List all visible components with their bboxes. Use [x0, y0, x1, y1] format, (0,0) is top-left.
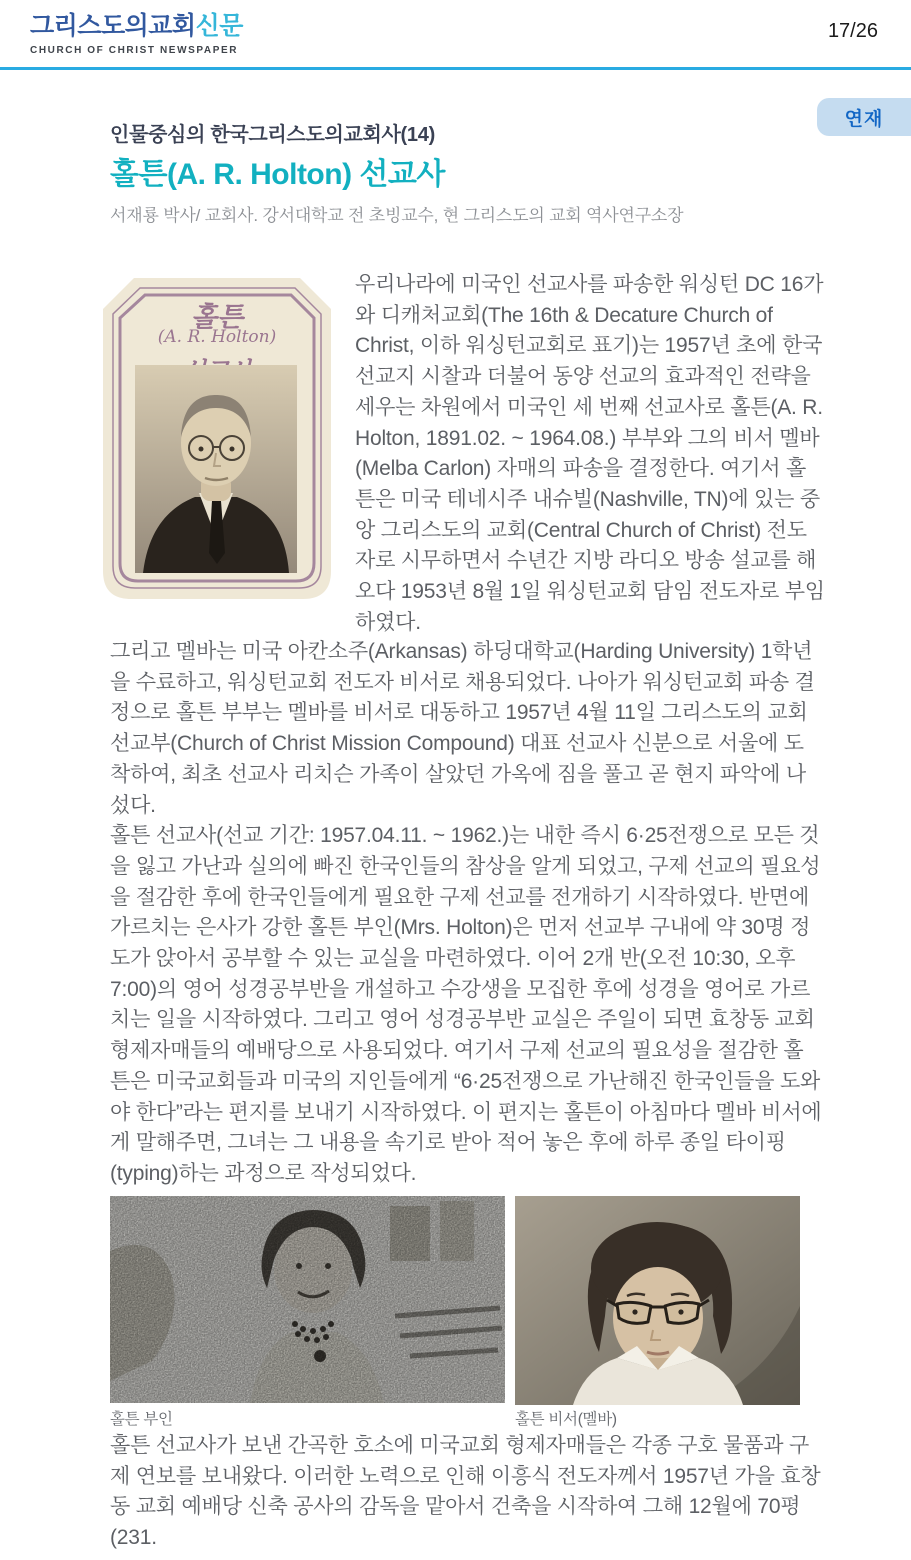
newspaper-logo	[30, 13, 243, 56]
paragraph-melba: 그리고 멜바는 미국 아칸소주(Arkansas) 하딩대학교(Harding University) 1학년을 수료하고, 워싱턴교회 전도자 비서로 채용되었다. 나아가 워싱턴교회 파송 결정으로 홀튼 부부는 멜바를 비서로 대동하고 1957년 4월 11일 그리스도의 교회 선교부(Church of Christ Mission Compound) 대표 선교사 신분으로 서울에 도착하여, 최초 선교사 리치슨 가족이 살았던 가옥에 짐을 풀고 곧 현지 파악에 나섰다.	[110, 640, 815, 817]
holton-portrait-photo	[135, 365, 297, 573]
caption-mrs-holton: 홀튼 부인	[110, 1411, 173, 1428]
article-title: 홀튼(A. R. Holton) 선교사	[110, 158, 445, 191]
logo-subtitle: CHURCH OF CHRIST NEWSPAPER	[30, 44, 239, 56]
caption-melba: 홀튼 비서(멜바)	[515, 1411, 617, 1428]
paragraph-intro: 우리나라에 미국인 선교사를 파송한 워싱턴 DC 16가와 디캐처교회(The 16th & Decature Church of Christ, 이하 워싱턴교회로 표기)는 1957년 초에 한국선교지 시찰과 더불어 동양 선교의 효과적인 전략을 세우는 차원에서 미국인 세 번째 선교사로 홀튼(A. R. Holton, 1891.02. ~ 1964.08.) 부부와 그의 비서 멜바(Melba Carlon) 자매의 파송을 결정한다. 여기서 홀튼은 미국 테네시주 내슈빌(Nashville, TN)에 있는 중앙 그리스도의 교회(Central Church of Christ) 전도자로 시무하면서 수년간 지방 라디오 방송 설교를 해오다 1953년 8월 1일 워싱턴교회 담임 전도자로 부임하였다.	[355, 273, 825, 634]
paragraph-closing: 홀튼 선교사가 보낸 간곡한 호소에 미국교회 형제자매들은 각종 구호 물품과 구제 연보를 보내왔다. 이러한 노력으로 인해 이흥식 전도자께서 1957년 가을 효창동 교회 예배당 신축 공사의 감독을 맡아서 건축을 시작하여 그해 12월에 70평(231.	[110, 1434, 821, 1550]
header-divider	[0, 67, 911, 70]
melba-photo	[515, 1196, 800, 1405]
logo-wordmark	[30, 13, 243, 41]
mrs-holton-photo	[110, 1196, 505, 1403]
logo-text-accent: 신문	[195, 12, 243, 40]
page-number-indicator: 17/26	[827, 20, 878, 42]
article-byline: 서재룡 박사/ 교회사. 강서대학교 전 초빙교수, 현 그리스도의 교회 역사연구소장	[110, 206, 684, 225]
holton-portrait-card	[100, 275, 334, 602]
article-body	[110, 637, 822, 1190]
paragraph-mission: 홀튼 선교사(선교 기간: 1957.04.11. ~ 1962.)는 내한 즉시 6·25전쟁으로 모든 것을 잃고 가난과 실의에 빠진 한국인들의 참상을 알게 되었고, 구제 선교의 필요성을 절감한 후에 한국인들에게 필요한 구제 선교를 전개하기 시작하였다. 반면에 가르치는 은사가 강한 홀튼 부인(Mrs. Holton)은 먼저 선교부 구내에 약 30명 정도가 앉아서 공부할 수 있는 교실을 마련하였다. 이어 2개 반(오전 10:30, 오후 7:00)의 영어 성경공부반을 개설하고 수강생을 모집한 후에 성경을 영어로 가르치는 일을 시작하였다. 그리고 영어 성경공부반 교실은 주일이 되면 효창동 교회 형제자매들의 예배당으로 사용되었다. 여기서 구제 선교의 필요성을 절감한 홀튼은 미국교회들과 미국의 지인들에게 “6·25전쟁으로 가난해진 한국인들을 도와야 한다”라는 편지를 보내기 시작하였다. 이 편지는 홀튼이 아침마다 멜바 비서에게 말해주면, 그녀는 그 내용을 속기로 받아 적어 놓은 후에 하루 종일 타이핑(typing)하는 과정으로 작성되었다.	[110, 824, 822, 1185]
logo-text-main: 그리스도의교회	[30, 12, 196, 40]
serial-badge: 연재	[817, 98, 911, 136]
article-eyebrow: 인물중심의 한국그리스도의교회사(14)	[110, 124, 435, 146]
plaque-name-korean: 홀튼	[190, 302, 244, 333]
plaque-name-english: (A. R. Holton)	[157, 327, 277, 347]
